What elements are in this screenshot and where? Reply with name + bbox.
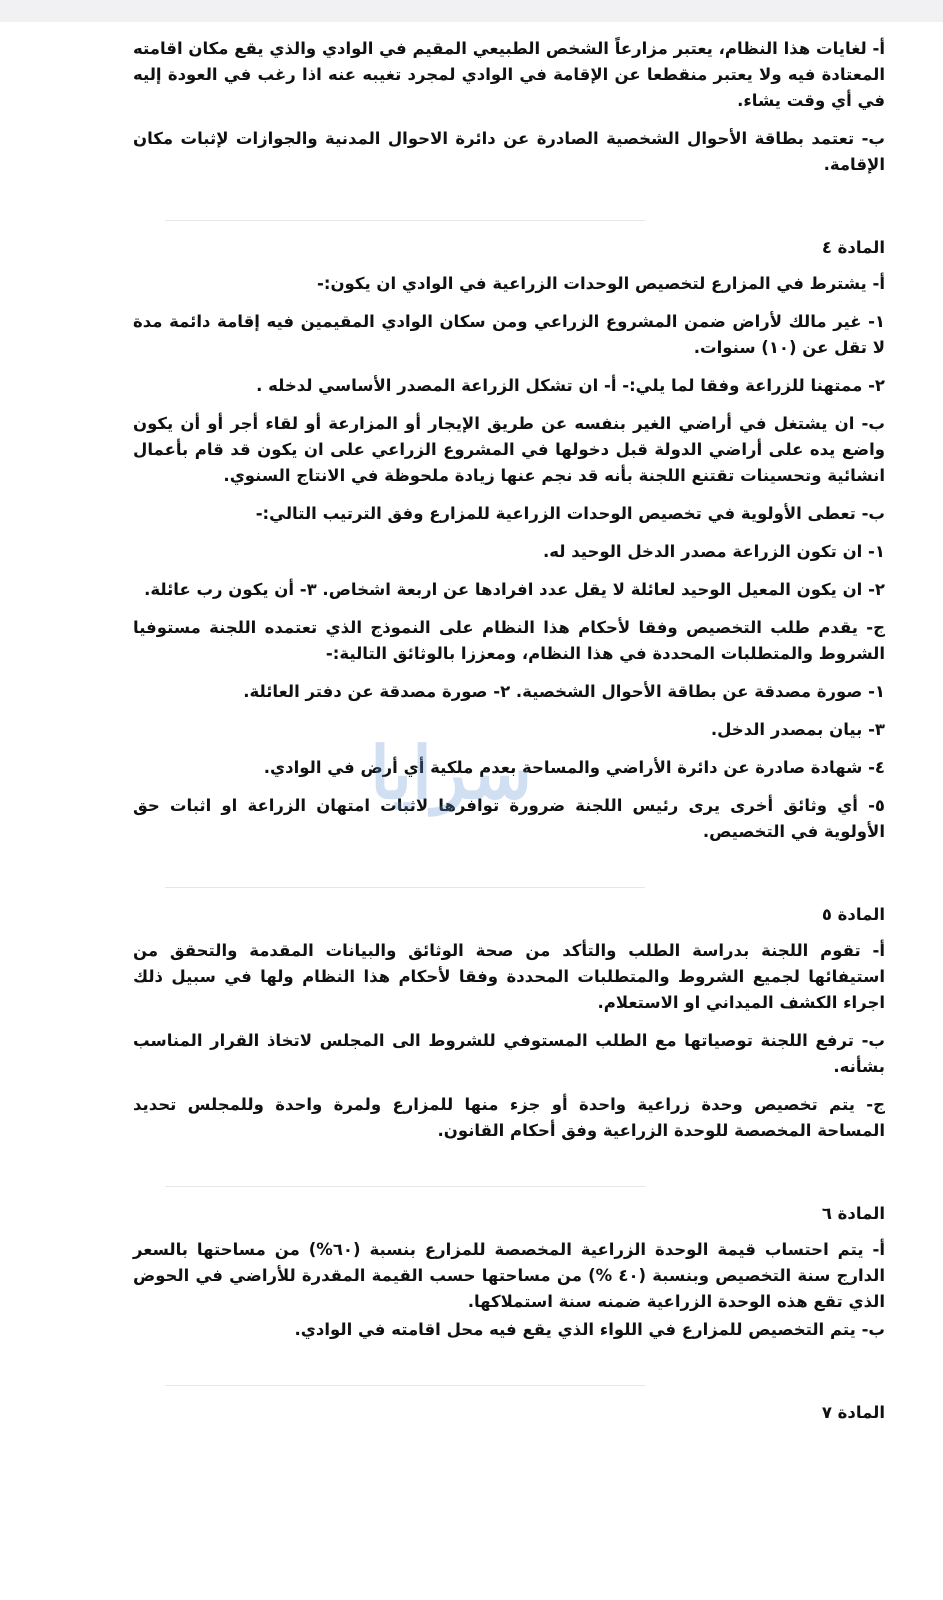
paragraph: ب- تعطى الأولوية في تخصيص الوحدات الزراعية للمزارع وفق الترتيب التالي:- [255,504,885,523]
paragraph: ب- ترفع اللجنة توصياتها مع الطلب المستوفي للشروط الى المجلس لاتخاذ القرار المناسب بشأنه. [133,1031,885,1076]
section-divider [165,887,645,888]
paragraph: ٤- شهادة صادرة عن دائرة الأراضي والمساحة بعدم ملكية أي أرض في الوادي. [263,758,885,777]
paragraph: أ- يشترط في المزارع لتخصيص الوحدات الزراعية في الوادي ان يكون:- [317,274,885,293]
paragraph: ٢- ممتهنا للزراعة وفقا لما يلي:- أ- ان تشكل الزراعة المصدر الأساسي لدخله . [256,376,885,395]
section-title-4: المادة ٤ [821,238,885,257]
paragraph: ١- غير مالك لأراض ضمن المشروع الزراعي ومن سكان الوادي المقيمين فيه إقامة دائمة مدة لا تقل عن (١٠) سنوات. [133,312,885,357]
paragraph: أ- يتم احتساب قيمة الوحدة الزراعية المخصصة للمزارع بنسبة (٦٠%) من مساحتها بالسعر الدارج سنة التخصيص وبنسبة (٤٠ %) من مساحتها حسب القيمة المقدرة للأراضي في الحوض الذي تقع هذه الوحدة الزراعية ضمنه سنة استملاكها. [133,1240,885,1311]
section-divider [165,220,645,221]
paragraph: أ- تقوم اللجنة بدراسة الطلب والتأكد من صحة الوثائق والبيانات المقدمة والتحقق من استيفائها لجميع الشروط والمتطلبات المحددة وفقا لأحكام هذا النظام ولها في سبيل ذلك اجراء الكشف الميداني او الاستعلام. [133,941,885,1012]
paragraph: ج- يقدم طلب التخصيص وفقا لأحكام هذا النظام على النموذج الذي تعتمده اللجنة مستوفيا الشروط والمتطلبات المحددة في هذا النظام، ومعززا بالوثائق التالية:- [133,618,885,663]
paragraph: ب- ان يشتغل في أراضي الغير بنفسه عن طريق الإيجار أو المزارعة أو لقاء أجر أو أن يكون واضع يده على أراضي الدولة قبل دخولها في المشروع الزراعي على ان يكون قد قام بأعمال انشائية وتحسينات تقتنع اللجنة بأنه قد نجم عنها زيادة ملحوظة في الانتاج السنوي. [133,414,885,485]
paragraph: ١- ان تكون الزراعة مصدر الدخل الوحيد له. [543,542,885,561]
section-title-7: المادة ٧ [821,1403,885,1422]
section-title-6: المادة ٦ [821,1204,885,1223]
section-divider [165,1186,645,1187]
paragraph: ٣- بيان بمصدر الدخل. [710,720,885,739]
document-page [133,36,885,1436]
paragraph: ب- تعتمد بطاقة الأحوال الشخصية الصادرة عن دائرة الاحوال المدنية والجوازات لإثبات مكان الإقامة. [133,129,885,174]
section-title-5: المادة ٥ [821,905,885,924]
top-bar [0,0,943,22]
watermark-logo: سرايا [370,730,533,815]
section-divider [165,1385,645,1386]
paragraph: ب- يتم التخصيص للمزارع في اللواء الذي يقع فيه محل اقامته في الوادي. [294,1320,885,1339]
paragraph: ٥- أي وثائق أخرى يرى رئيس اللجنة ضرورة توافرها لاثبات امتهان الزراعة او اثبات حق الأولوية في التخصيص. [133,796,885,841]
paragraph: ج- يتم تخصيص وحدة زراعية واحدة أو جزء منها للمزارع ولمرة واحدة وللمجلس تحديد المساحة المخصصة للوحدة الزراعية وفق أحكام القانون. [133,1095,885,1140]
paragraph: أ- لغايات هذا النظام، يعتبر مزارعاً الشخص الطبيعي المقيم في الوادي والذي يقع مكان اقامته المعتادة فيه ولا يعتبر منقطعا عن الإقامة في الوادي لمجرد تغيبه عنه اذا رغب في العودة إليه في أي وقت يشاء. [133,39,885,110]
paragraph: ١- صورة مصدقة عن بطاقة الأحوال الشخصية. ٢- صورة مصدقة عن دفتر العائلة. [243,682,885,701]
paragraph: ٢- ان يكون المعيل الوحيد لعائلة لا يقل عدد افرادها عن اربعة اشخاص. ٣- أن يكون رب عائلة. [144,580,885,599]
